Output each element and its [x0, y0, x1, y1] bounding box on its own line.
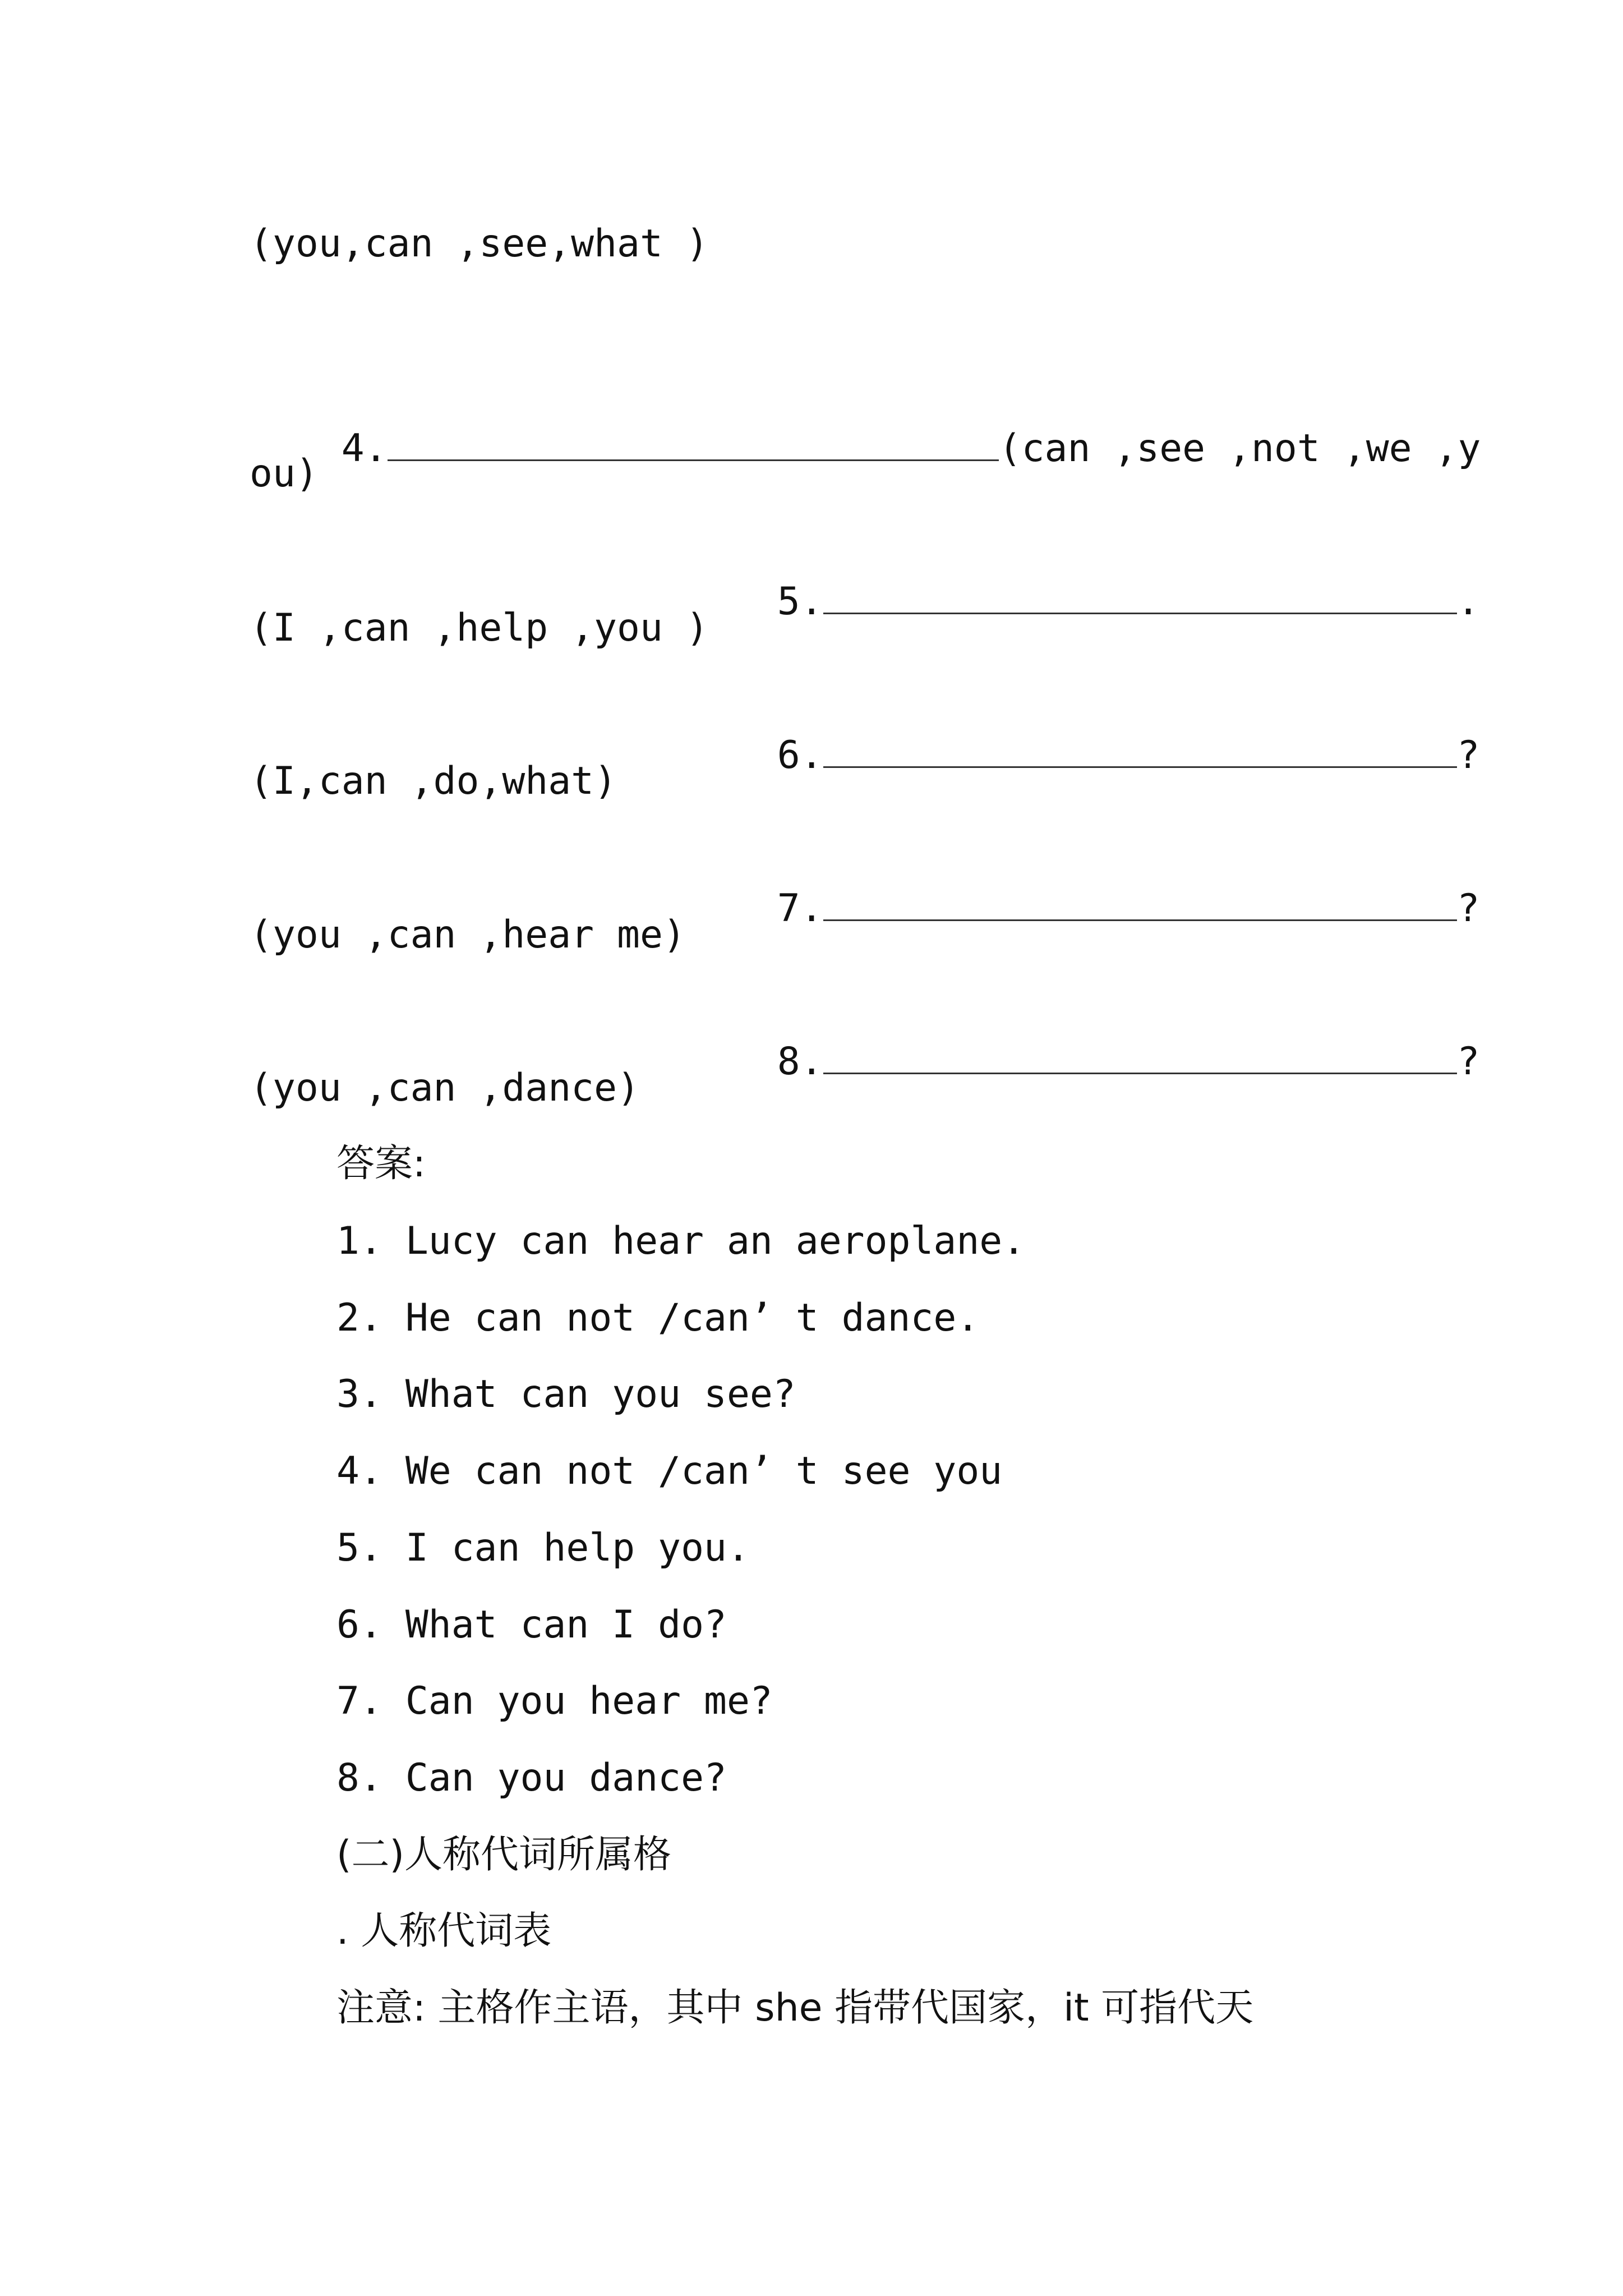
item-8-number: 8. [777, 1039, 823, 1084]
section-note: 注意: 主格作主语，其中 she 指带代国家，it 可指代天 [336, 1986, 1254, 2030]
answer-item: 5. I can help you. [336, 1526, 750, 1570]
answer-item: 6. What can I do? [336, 1603, 727, 1647]
answer-blank-5[interactable] [823, 579, 1457, 614]
item-8-end: ? [1456, 1039, 1480, 1084]
item-5 [685, 526, 1480, 678]
section-subtitle: . 人称代词表 [336, 1909, 552, 1953]
item-5-number: 5. [777, 579, 823, 624]
answer-item: 8. Can you dance? [336, 1756, 727, 1800]
item-4-hint-continued: ou) [250, 452, 319, 496]
answer-blank-6[interactable] [823, 733, 1457, 768]
item-8-hint: (you ,can ,dance) [250, 1066, 640, 1110]
item-4-hint: (can ,see ,not ,we ,y [998, 426, 1481, 471]
item-6-end: ? [1456, 733, 1480, 777]
item-8 [685, 986, 1480, 1138]
item-7 [685, 833, 1480, 984]
item-4 [250, 373, 1481, 524]
item-6-hint: (I,can ,do,what) [250, 759, 617, 803]
section-title: (二)人称代词所属格 [336, 1833, 672, 1877]
item-7-hint: (you ,can ,hear me) [250, 913, 686, 957]
answers-heading: 答案: [336, 1142, 426, 1186]
answer-item: 2. He can not /can’ t dance. [336, 1296, 980, 1340]
answer-blank-4[interactable] [388, 426, 999, 461]
item-6 [685, 680, 1480, 831]
answer-item: 1. Lucy can hear an aeroplane. [336, 1219, 1026, 1263]
item-6-number: 6. [777, 733, 823, 777]
hint-3: (you,can ,see,what ) [250, 222, 709, 266]
answer-blank-7[interactable] [823, 886, 1457, 921]
item-7-number: 7. [777, 886, 823, 931]
item-5-end: . [1456, 579, 1480, 624]
item-4-number: 4. [341, 426, 388, 471]
answer-blank-8[interactable] [823, 1039, 1457, 1074]
answer-item: 7. Can you hear me? [336, 1679, 773, 1723]
item-5-hint: (I ,can ,help ,you ) [250, 606, 709, 650]
answer-item: 3. What can you see? [336, 1372, 796, 1416]
item-7-end: ? [1456, 886, 1480, 931]
answer-item: 4. We can not /can’ t see you [336, 1449, 1003, 1493]
